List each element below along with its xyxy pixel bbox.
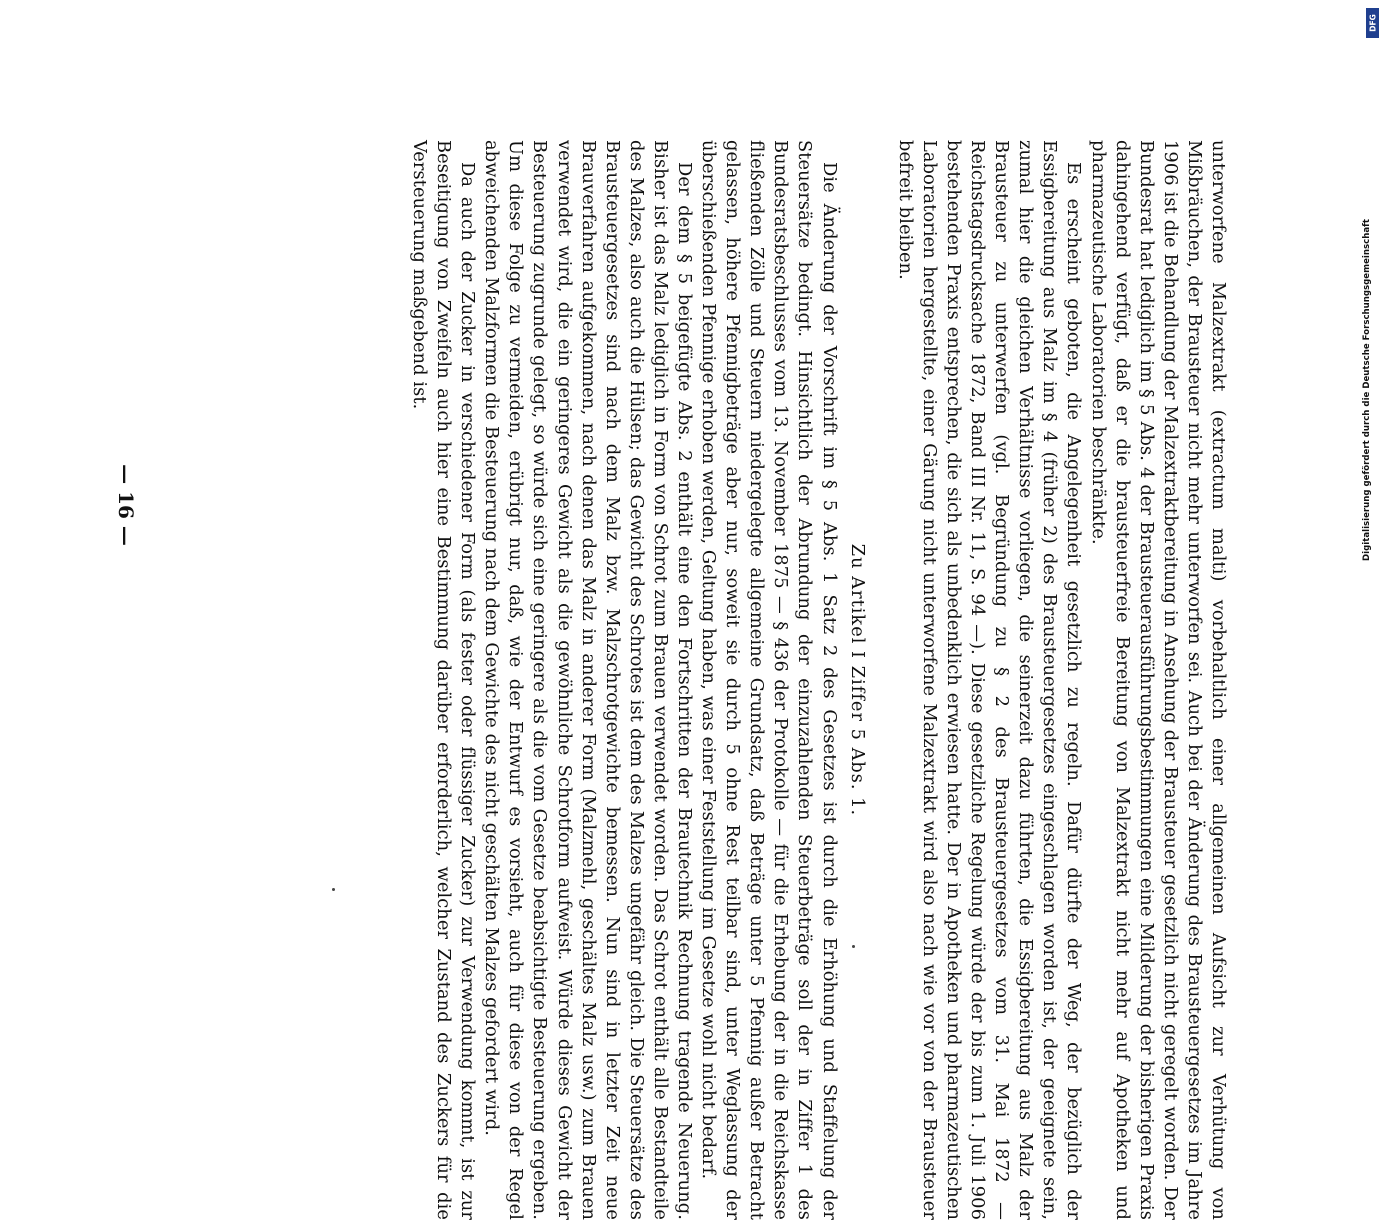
body-text bbox=[407, 140, 1230, 1220]
page-number-text: — 16 — bbox=[114, 464, 138, 546]
scan-speck bbox=[332, 888, 335, 891]
dfg-logo bbox=[1366, 8, 1379, 38]
paragraph-1: unterworfene Malzextrakt (extractum malti) vorbehaltlich einer allgemeinen Aufsicht zur Verhütung von Mißbräuchen, der Brausteuer nicht mehr unterworfen sei. Auch bei der Änderung des Brausteuergesetzes im Jahre 1906 ist die Behandlung der Malzextraktbereitung in Ansehung der Brausteuer gesetzlich nicht geregelt worden. Der Bundesrat hat lediglich im § 5 Abs. 4 der Brausteuerausführungsbestimmungen eine Milderung der bisherigen Praxis dahingehend verfügt, daß er die brausteuerfreie Bereitung von Malzextrakt nicht mehr auf Apotheken und pharmazeutische Laboratorien beschränkte. bbox=[1087, 140, 1229, 1220]
paragraph-5: Da auch der Zucker in verschiedener Form (als fester oder flüssiger Zucker) zur Verwendung kommt, ist zur Beseitigung von Zweifeln auch hier eine Bestimmung darüber erforderlich, welcher Zustand des Zuckers für die Versteuerung maßgebend ist. bbox=[409, 140, 479, 1220]
body-text-container bbox=[130, 140, 1230, 1230]
section-gap bbox=[883, 140, 893, 1220]
dfg-logo-text: DFG bbox=[1368, 14, 1377, 32]
paragraph-3: Die Änderung der Vorschrift im § 5 Abs. 1 Satz 2 des Gesetzes ist durch die Erhöhung und Staffelung der Steuersätze bedingt. Hinsichtlich der Abrundung der einzuzahlenden Steuerbeträge soll der in Ziffer 1 des Bundesratsbeschlusses vom 13. November 1875 — § 436 der Protokolle — für die Erhebung der in die Reichskasse fließenden Zölle und Steuern niedergelegte allgemeine Grundsatz, daß Beträge unter 5 Pfennig außer Betracht gelassen, höhere Pfennigbeträge aber nur, soweit sie durch 5 ohne Rest teilbar sind, unter Weglassung der überschießenden Pfennige erhoben werden, Geltung haben, was einer Feststellung im Gesetze wohl nicht bedarf. bbox=[698, 140, 840, 1220]
digitization-credit-text: Digitalisierung gefördert durch die Deutsche Forschungsgemeinschaft bbox=[1362, 219, 1372, 561]
paragraph-2: Es erscheint geboten, die Angelegenheit gesetzlich zu regeln. Dafür dürfte der Weg, der bezüglich der Essigbereitung aus Malz im § 4 (früher 2) des Brausteuergesetzes eingeschlagen worden ist, der geeignete sein, zumal hier die gleichen Verhältnisse vorliegen, die seinerzeit dazu führten, die Essigbereitung aus Malz der Brausteuer zu unterwerfen (vgl. Begründung zu § 2 des Brausteuergesetzes vom 31. Mai 1872 — Reichstagsdrucksache 1872, Band III Nr. 11, S. 94 —). Diese gesetzliche Regelung würde der bis zum 1. Juli 1906 bestehenden Praxis entsprechen, die sich als unbedenklich erwiesen hatte. Der in Apotheken und pharmazeutischen Laboratorien hergestellte, einer Gärung nicht unterworfene Malzextrakt wird also nach wie vor von der Brausteuer befreit bleiben. bbox=[894, 140, 1085, 1220]
scan-speck bbox=[852, 945, 855, 948]
digitization-credit bbox=[1352, 0, 1382, 1000]
section-heading: Zu Artikel I Ziffer 5 Abs. 1. bbox=[846, 543, 868, 817]
paragraph-4: Der dem § 5 beigefügte Abs. 2 enthält eine den Fortschritten der Brautechnik Rechnung tragende Neuerung. Bisher ist das Malz lediglich in Form von Schrot zum Brauen verwendet worden. Das Schrot enthält alle Bestandteile des Malzes, also auch die Hülsen; das Gewicht des Schrotes ist dem des Malzes ungefähr gleich. Die Steuersätze des Brausteuergesetzes sind nach dem Malz bzw. Malzschrotgewichte bemessen. Nun sind in letzter Zeit neue Brauverfahren aufgekommen, nach denen das Malz in anderer Form (Malzmehl, geschältes Malz usw.) zum Brauen verwendet wird, die ein geringeres Gewicht als die gewöhnliche Schrotform aufweist. Würde dieses Gewicht der Besteuerung zugrunde gelegt, so würde sich eine geringere als die vom Gesetze beabsichtigte Besteuerung ergeben. Um diese Folge zu vermeiden, erübrigt nur, daß, wie der Entwurf es vorsieht, auch für diese von der Regel abweichenden Malzformen die Besteuerung nach dem Gewichte des nicht geschälten Malzes gefordert wird. bbox=[481, 140, 696, 1220]
